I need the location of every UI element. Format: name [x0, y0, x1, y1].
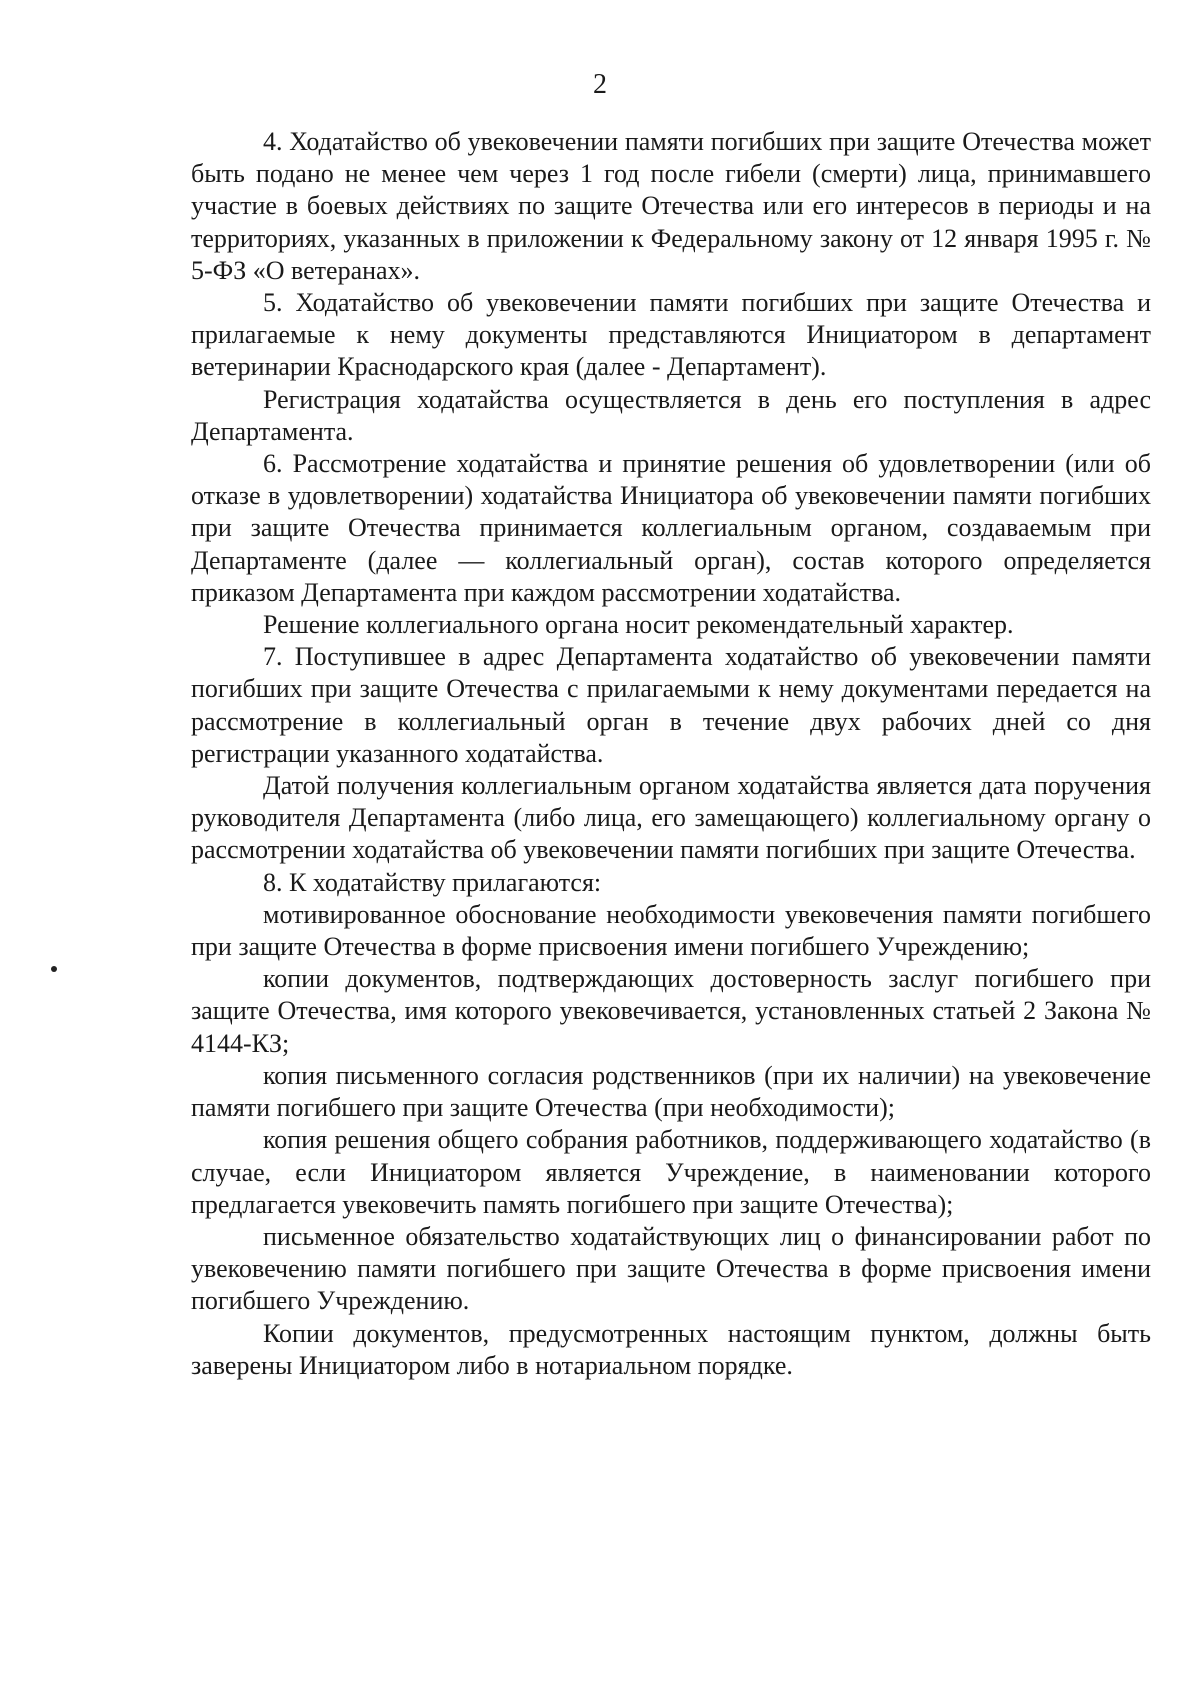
paragraph-item-6: 6. Рассмотрение ходатайства и принятие решения об удовлетворении (или об отказе в удовлетворении) ходатайства Инициатора об увековечении памяти погибших при защите Отечества принимается коллегиальным органом, создаваемым при Департаменте (далее — коллегиальный орган), состав которого определяется приказом Департамента при каждом рассмотрении ходатайства.	[191, 449, 1151, 607]
list-item-document-copies: копии документов, подтверждающих достоверность заслуг погибшего при защите Отечества, имя которого увековечивается, установленных статьей 2 Закона № 4144-КЗ;	[191, 964, 1151, 1058]
document-body	[191, 126, 1151, 1382]
paragraph-item-8: 8. К ходатайству прилагаются:	[263, 867, 602, 897]
scan-mark-dot	[51, 966, 57, 972]
paragraph-registration: Регистрация ходатайства осуществляется в день его поступления в адрес Департамента.	[191, 384, 1151, 446]
list-item-relatives-consent: копия письменного согласия родственников (при их наличии) на увековечение памяти погибшего при защите Отечества (при необходимости);	[191, 1060, 1151, 1123]
list-item-justification: мотивированное обоснование необходимости увековечения памяти погибшего при защите Отечества в форме присвоения имени погибшего Учреждению;	[191, 899, 1151, 962]
paragraph-item-7: 7. Поступившее в адрес Департамента ходатайство об увековечении памяти погибших при защите Отечества с прилагаемыми к нему документами передается на рассмотрение в коллегиальный орган в течение двух рабочих дней со дня регистрации указанного ходатайства.	[191, 642, 1151, 768]
list-item-meeting-decision: копия решения общего собрания работников, поддерживающего ходатайство (в случае, если Инициатором является Учреждение, в наименовании которого предлагается увековечить память погибшего при защите Отечества);	[191, 1125, 1151, 1219]
paragraph-certification: Копии документов, предусмотренных настоящим пунктом, должны быть заверены Инициатором либо в нотариальном порядке.	[191, 1318, 1151, 1380]
paragraph-item-4: 4. Ходатайство об увековечении памяти погибших при защите Отечества может быть подано не менее чем через 1 год после гибели (смерти) лица, принимавшего участие в боевых действиях по защите Отечества или его интересов в периоды и на территориях, указанных в приложении к Федеральному закону от 12 января 1995 г. № 5-ФЗ «О ветеранах».	[191, 127, 1151, 285]
paragraph-decision: Решение коллегиального органа носит рекомендательный характер.	[263, 610, 1014, 640]
paragraph-receipt-date: Датой получения коллегиальным органом ходатайства является дата поручения руководителя Департамента (либо лица, его замещающего) коллегиальному органу о рассмотрении ходатайства об увековечении памяти погибших при защите Отечества.	[191, 771, 1151, 865]
page-number: 2	[593, 69, 607, 100]
paragraph-item-5: 5. Ходатайство об увековечении памяти погибших при защите Отечества и прилагаемые к нему документы представляются Инициатором в департамент ветеринарии Краснодарского края (далее - Департамент).	[191, 288, 1151, 382]
list-item-funding-obligation: письменное обязательство ходатайствующих лиц о финансировании работ по увековечению памяти погибшего при защите Отечества в форме присвоения имени погибшего Учреждению.	[191, 1221, 1151, 1316]
